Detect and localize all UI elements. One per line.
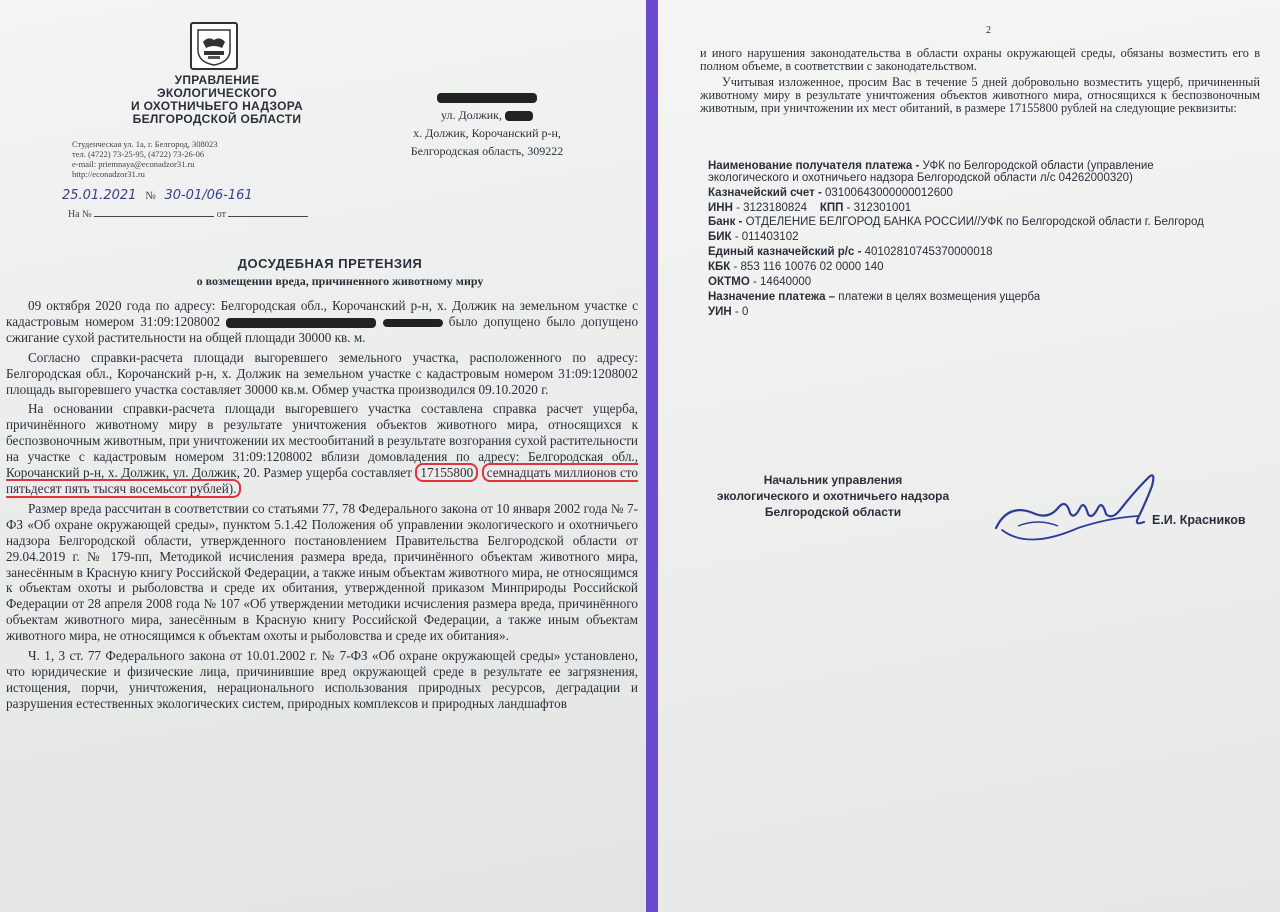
highlighted-amount: 17155800 [415,463,478,482]
redaction-bar [437,93,537,103]
paragraph: На основании справки-расчета площади выгоревшего участка составлена справка расчет ущерба, причинённого животному миру в результате уничтожения объектов животного мира, относящихся к беспозвоночным животным, при уничтожении их местообитаний в результате возгорания сухой растительности на участке с кадастровым номером 31:09:1208002 вблизи домовладения по адресу: Белгородская обл., Корочанский р-н, х. Должик, ул. Должик, 20. Размер ущерба составляет 17155800 семнадцать миллионов сто пятьдесят пять тысяч восемьсот рублей). [6,401,639,496]
handwritten-number: 30-01/06-161 [164,188,253,203]
redaction-bar [226,318,376,328]
letter-page-2 [658,0,1280,912]
document-title: ДОСУДЕБНАЯ ПРЕТЕНЗИЯ [237,256,423,271]
claim-body-text [6,298,638,716]
page-number: 2 [986,25,991,36]
bik-row: БИК - 011403102 [708,231,799,243]
paragraph: Учитывая изложенное, просим Вас в течение 5 дней добровольно возместить ущерб, причиненный животному миру в результате уничтожения объектов животного мира, относящихся к беспозвоночным животным, при уничтожении их мест обитаний, в размере 17155800 рублей на следующие реквизиты: [700,75,1260,115]
redaction-bar [505,111,533,121]
outgoing-date-number: 25.01.2021 № 30-01/06-161 [62,188,253,203]
reference-line: На № от [68,208,318,220]
page-divider [646,0,658,912]
handwritten-date: 25.01.2021 [62,188,137,203]
treasury-account-row: Казначейский счет - 03100643000000012600 [708,187,953,199]
document-subtitle: о возмещении вреда, причиненного животному миру [196,274,484,288]
coat-of-arms-emblem [190,22,238,70]
paragraph: 09 октября 2020 года по адресу: Белгородская обл., Корочанский р-н, х. Должик на земельном участке с кадастровым номером 31:09:1208002 было допущено было допущено сжигание сухой растительности на общей площади 30000 кв. м. [6,298,639,345]
page2-body-text [700,47,1260,118]
recipient-address: ул. Должик, х. Должик, Корочанский р-н, Белгородская область, 309222 [372,88,602,160]
recipient-row: Наименование получателя платежа - УФК по Белгородской области (управление экологического и охотничьего надзора Белгородской области л/с 04262000320) [708,160,1154,184]
uin-row: УИН - 0 [708,306,749,318]
payment-purpose-row: Назначение платежа – платежи в целях возмещения ущерба [708,291,1041,303]
organization-name: УПРАВЛЕНИЕ ЭКОЛОГИЧЕСКОГО И ОХОТНИЧЬЕГО НАДЗОРА БЕЛГОРОДСКОЙ ОБЛАСТИ [131,73,303,126]
single-treasury-account-row: Единый казначейский р/с - 40102810745370000018 [708,246,993,258]
paragraph: и иного нарушения законодательства в области охраны окружающей среды, обязаны возместить его в полном объеме, в соответствии с законодательством. [700,46,1260,73]
signer-name: Е.И. Красников [1152,513,1246,527]
paragraph: Ч. 1, 3 ст. 77 Федерального закона от 10.01.2002 г. № 7-ФЗ «Об охране окружающей среды» установлено, что юридические и физические лица, причинившие вред окружающей среде в результате ее загрязнения, истощения, порчи, уничтожения, нерационального использования природных ресурсов, деградации и разрушения естественных экологических систем, природных комплексов и природных ландшафтов [6,648,638,711]
paragraph: Согласно справки-расчета площади выгоревшего земельного участка, расположенного по адресу: Белгородская обл., Корочанский р-н, х. Должик на земельном участке с кадастровым номером 31:09:1208002 площадь выгоревшего участка составляет 30000 кв.м. Обмер участка производился 09.10.2020 г. [6,349,638,397]
signatory-title: Начальник управления экологического и охотничьего надзора Белгородской области [716,473,950,519]
payment-details [708,160,1228,320]
highlighted-amount-words: семнадцать миллионов сто пятьдесят пять тысяч восемьсот рублей). [6,465,639,496]
oktmo-row: ОКТМО - 14640000 [708,276,812,288]
kbk-row: КБК - 853 116 10076 02 0000 140 [708,261,884,273]
redaction-bar [383,319,443,327]
organization-contacts: Студенческая ул. 1а, г. Белгород, 308023 тел. (4722) 73-25-95, (4722) 73-26-06 e-mail: priemnaya@econadzor31.ru http://econadzor31.ru [72,139,218,179]
bank-row: Банк - ОТДЕЛЕНИЕ БЕЛГОРОД БАНКА РОССИИ//УФК по Белгородской области г. Белгород [708,216,1204,228]
inn-kpp-row: ИНН - 3123180824 КПП - 312301001 [708,202,912,214]
paragraph: Размер вреда рассчитан в соответствии со статьями 77, 78 Федерального закона от 10 января 2002 года № 7-ФЗ «Об охране окружающей среды», пунктом 5.1.42 Положения об управлении экологического и охотничьего надзора Белгородской области, утвержденного постановлением Правительства Белгородской области от 29.04.2019 г. № 179-пп, Методикой исчисления размера вреда, причинённого объектам животного мира, занесённым в Красную книгу Российской Федерации, а также иным объектам животного мира, не относящимся к объектам охоты и рыболовства и среде их обитания, утвержденной приказом Минприроды Российской Федерации от 28 апреля 2008 года № 107 «Об утверждении методики исчисления размера вреда, причинённого объектам животного мира, занесённым в Красную книгу Российской Федерации, а также иным объектам животного мира, не относящимся к объектам охоты и рыболовства и среде их обитания». [6,500,638,644]
